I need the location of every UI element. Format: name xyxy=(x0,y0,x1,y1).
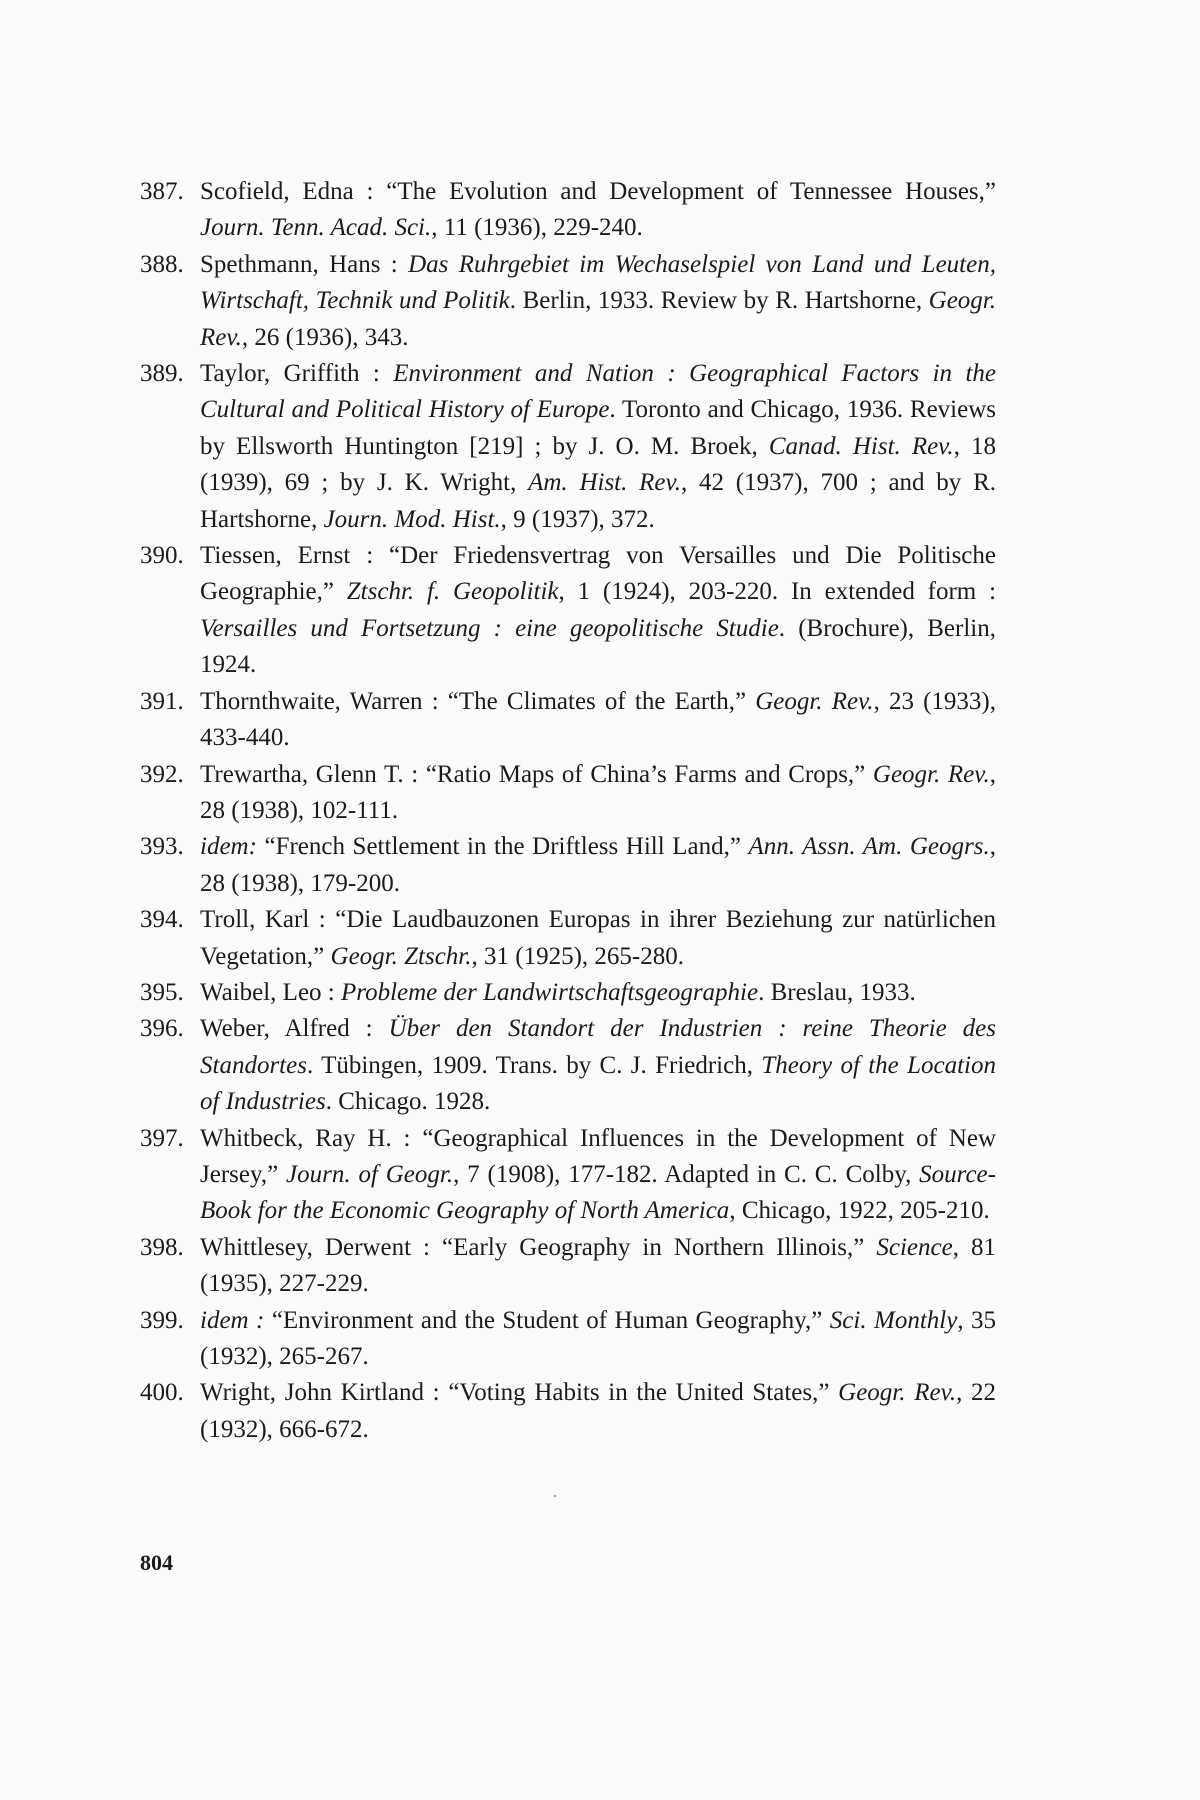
entry-title-italic: Journ. Tenn. Acad. Sci. xyxy=(200,214,432,242)
entry-title-italic: Geogr. Rev. xyxy=(872,760,990,788)
bibliography-entry xyxy=(140,1303,996,1376)
entry-text: Spethmann, Hans : xyxy=(200,250,409,278)
entry-number: 390. xyxy=(140,542,184,570)
entry-number: 393. xyxy=(140,833,184,861)
entry-title-italic: Das Ruhrgebiet im Wechaselspiel von Land und Leuten, Wirtschaft, Technik und Politik xyxy=(200,250,996,315)
entry-number: 392. xyxy=(140,760,184,788)
entry-text: Trewartha, Glenn T. : “Ratio Maps of China’s Farms and Crops,” xyxy=(200,760,873,788)
entry-number: 395. xyxy=(140,978,184,1006)
entry-text: Taylor, Griffith : xyxy=(200,360,394,388)
bibliography-entry xyxy=(140,538,996,684)
entry-text: “Environment and the Student of Human Geography,” xyxy=(264,1306,830,1334)
entry-text: “French Settlement in the Driftless Hill Land,” xyxy=(256,833,749,861)
entry-text: . Berlin, 1933. Review by R. Hartshorne, xyxy=(509,287,929,315)
bibliography-entry xyxy=(140,1011,996,1120)
entry-title-italic: Sci. Monthly xyxy=(829,1306,958,1334)
entry-title-italic: Geogr. Rev. xyxy=(838,1379,957,1407)
entry-title-italic: idem : xyxy=(200,1306,265,1334)
bibliography-entry xyxy=(140,829,996,902)
bibliography-entry xyxy=(140,247,996,356)
entry-text: . Toronto and Chicago, 1936. Reviews by Ellsworth Huntington [219] ; by J. O. M. Broek, xyxy=(200,396,996,460)
bibliography-entry xyxy=(140,975,996,1011)
entry-text: , 11 (1936), 229-240. xyxy=(431,214,643,242)
entry-text: Scofield, Edna : “The Evolution and Development of Tennessee Houses,” xyxy=(200,178,996,205)
entry-text: , 22 (1932), 666-672. xyxy=(200,1379,997,1443)
entry-text: . Chicago. 1928. xyxy=(325,1088,491,1116)
entry-text: , 28 (1938), 102-111. xyxy=(200,760,996,824)
entry-text: Wright, John Kirtland : “Voting Habits in the United States,” xyxy=(200,1379,839,1407)
entry-number: 391. xyxy=(140,687,184,715)
entry-title-italic: Theory of the Location of Industries xyxy=(200,1051,996,1116)
entry-text: , 81 (1935), 227-229. xyxy=(200,1233,996,1298)
entry-text: , Chicago, 1922, 205-210. xyxy=(729,1197,990,1225)
entry-number: 398. xyxy=(140,1233,184,1261)
bibliography-entry xyxy=(140,1121,996,1230)
entry-text: , 18 (1939), 69 ; by J. K. Wright, xyxy=(200,432,996,497)
entry-title-italic: Probleme der Landwirtschaftsgeographie xyxy=(341,978,759,1006)
entry-text: , 35 (1932), 265-267. xyxy=(200,1306,997,1370)
entry-title-italic: Ann. Assn. Am. Geogrs. xyxy=(748,833,990,861)
bibliography-list xyxy=(140,174,996,1448)
entry-title-italic: idem: xyxy=(200,833,257,861)
entry-text: Weber, Alfred : xyxy=(200,1015,389,1043)
entry-number: 394. xyxy=(140,906,184,934)
stray-mark xyxy=(554,1495,556,1497)
bibliography-entry xyxy=(140,174,996,247)
entry-text: , 9 (1937), 372. xyxy=(500,505,655,533)
entry-text: , 1 (1924), 203-220. In extended form : xyxy=(558,578,997,606)
entry-title-italic: Environment and Nation : Geographical Factors in the Cultural and Political History of Europe xyxy=(200,360,996,424)
entry-title-italic: Geogr. Rev. xyxy=(755,687,874,715)
entry-text: , 28 (1938), 179-200. xyxy=(200,833,996,897)
entry-title-italic: Journ. Mod. Hist. xyxy=(323,505,501,533)
entry-text: . Tübingen, 1909. Trans. by C. J. Friedrich, xyxy=(306,1051,762,1079)
entry-title-italic: Journ. of Geogr. xyxy=(286,1160,454,1188)
bibliography-entry xyxy=(140,684,996,757)
entry-text: Whittlesey, Derwent : “Early Geography in Northern Illinois,” xyxy=(200,1233,877,1261)
entry-title-italic: Geogr. Rev. xyxy=(200,287,997,351)
entry-title-italic: Science xyxy=(876,1233,953,1261)
entry-number: 397. xyxy=(140,1124,184,1152)
bibliography-entry xyxy=(140,356,996,538)
entry-title-italic: Ztschr. f. Geopolitik xyxy=(346,578,559,606)
entry-text: , 42 (1937), 700 ; and by R. Hartshorne, xyxy=(200,469,996,533)
bibliography-entry xyxy=(140,757,996,830)
entry-number: 399. xyxy=(140,1306,184,1334)
bibliography-entry xyxy=(140,1230,996,1303)
entry-text: , 7 (1908), 177-182. Adapted in C. C. Colby, xyxy=(453,1160,920,1188)
entry-number: 387. xyxy=(140,178,184,205)
entry-number: 389. xyxy=(140,360,184,388)
entry-text: , 23 (1933), 433-440. xyxy=(200,687,996,752)
entry-title-italic: Über den Standort der Industrien : reine Theorie des Standortes xyxy=(200,1015,996,1079)
entry-number: 400. xyxy=(140,1379,184,1407)
entry-text: . Breslau, 1933. xyxy=(758,978,916,1006)
entry-text: . (Brochure), Berlin, 1924. xyxy=(200,614,996,679)
entry-title-italic: Canad. Hist. Rev. xyxy=(768,432,954,460)
bibliography-entry xyxy=(140,902,996,975)
entry-title-italic: Source-Book for the Economic Geography of North America xyxy=(200,1160,996,1225)
entry-title-italic: Geogr. Ztschr. xyxy=(330,942,472,970)
entry-text: Thornthwaite, Warren : “The Climates of the Earth,” xyxy=(200,687,756,715)
entry-title-italic: Am. Hist. Rev. xyxy=(528,469,682,497)
entry-title-italic: Versailles und Fortsetzung : eine geopolitische Studie xyxy=(200,614,779,642)
entry-text: Troll, Karl : “Die Laudbauzonen Europas in ihrer Beziehung zur natürlichen Vegetation,” xyxy=(200,906,996,970)
entry-text: , 26 (1936), 343. xyxy=(241,323,409,351)
entry-text: Whitbeck, Ray H. : “Geographical Influences in the Development of New Jersey,” xyxy=(200,1124,996,1188)
entry-text: Tiessen, Ernst : “Der Friedensvertrag von Versailles und Die Politische Geographie,” xyxy=(200,542,996,606)
page-number: 804 xyxy=(140,1550,173,1575)
entry-number: 388. xyxy=(140,250,184,278)
entry-number: 396. xyxy=(140,1015,184,1043)
entry-text: Waibel, Leo : xyxy=(200,978,341,1006)
entry-text: , 31 (1925), 265-280. xyxy=(471,942,684,970)
bibliography-entry xyxy=(140,1375,996,1448)
